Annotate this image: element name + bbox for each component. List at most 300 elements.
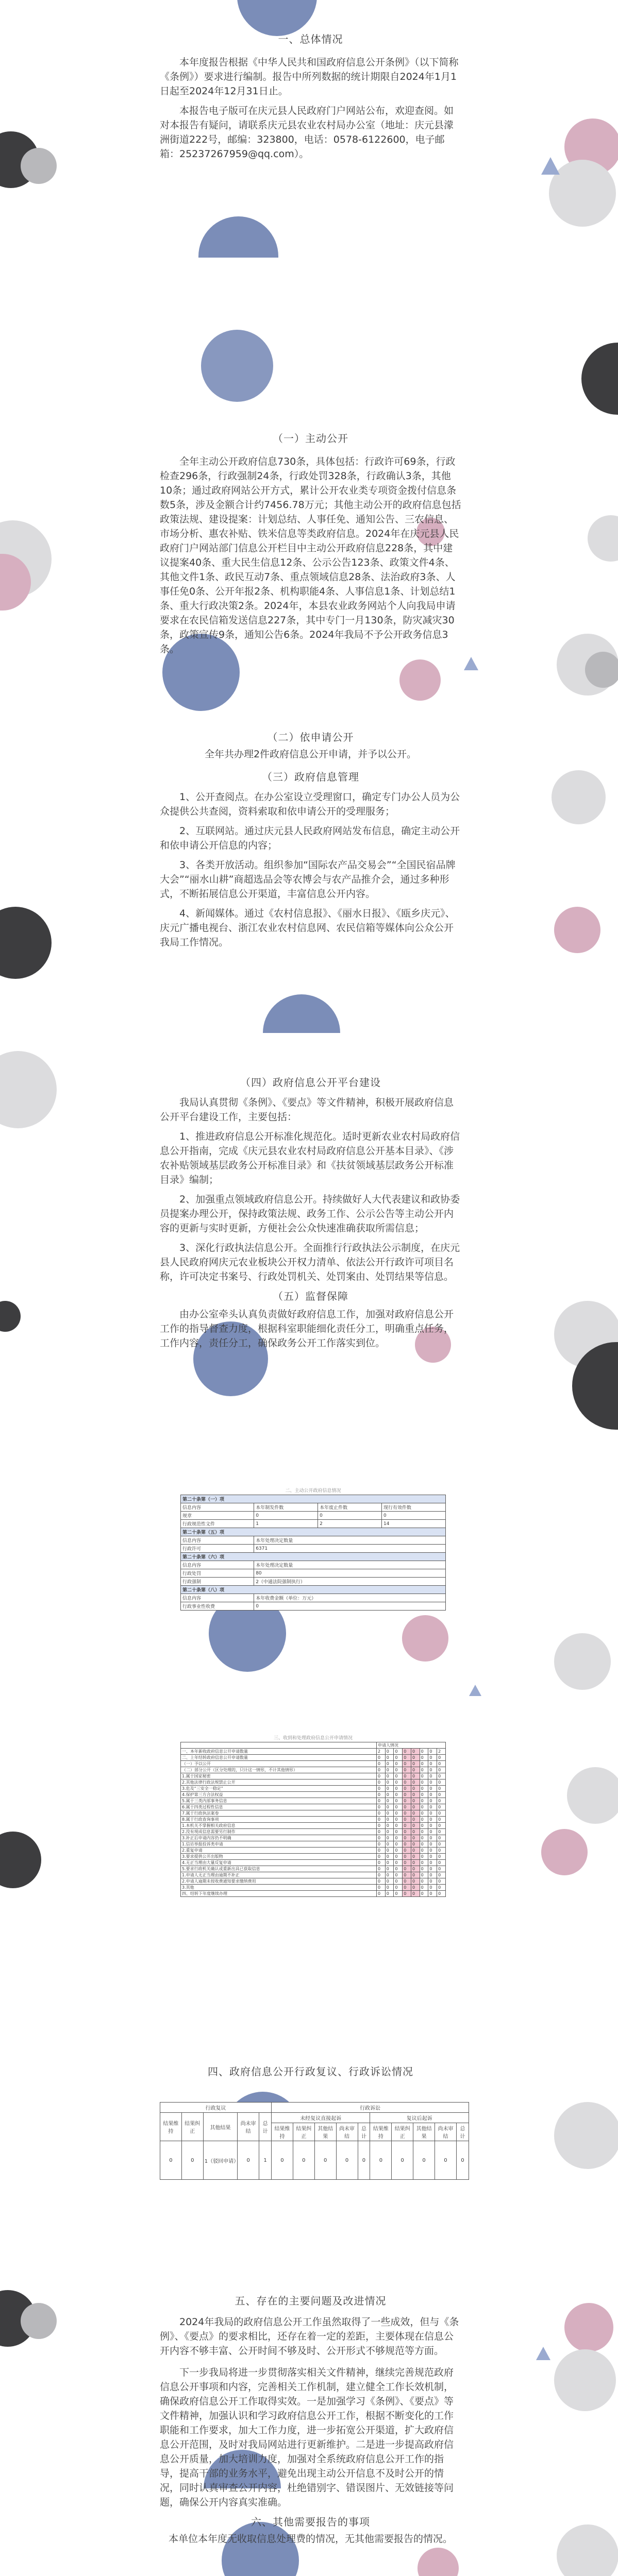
table-application-handling <box>180 1731 446 1897</box>
table-cell: 2.重复申请 <box>181 1848 377 1854</box>
table-cell: 0 <box>428 1823 437 1829</box>
table-cell: 0 <box>420 1792 428 1798</box>
table-cell: 1.申请人无正当理由逾期不补正 <box>181 1872 377 1878</box>
list-item: 1、公开查阅点。在办公室设立受理窗口，确定专门办公人员为公众提供公共查阅，资料索取和依申请公开的受理服务； <box>160 791 460 817</box>
table-cell: 行政诉讼 <box>272 2103 469 2113</box>
table-cell: 0 <box>411 1860 420 1866</box>
table-cell: 14 <box>382 1520 446 1528</box>
decor-pink-circle <box>564 2303 613 2352</box>
table-cell: 0 <box>456 2141 469 2180</box>
table-cell: 0 <box>437 1891 446 1897</box>
table-cell: 0 <box>394 1798 403 1804</box>
table-cell: 4.无正当理由大量反复申请 <box>181 1860 377 1866</box>
table-cell: 0 <box>437 1755 446 1761</box>
table-cell: 0 <box>428 1860 437 1866</box>
table-cell: 0 <box>437 1798 446 1804</box>
table-cell: 0 <box>420 1878 428 1885</box>
paragraph: 下一步我局将进一步贯彻落实相关文件精神，继续完善规范政府信息公开事项和内容，完善相关工作机制，建立健全工作长效机制，确保政府信息公开工作取得实效。一是加强学习《条例》、《要点》等文件精神，加强认识和学习政府信息公开工作，根据不断变化的工作职能和工作要求，加大工作力度，进一步拓宽公开渠道，扩大政府信息公开范围，及时对我局网站进行更新维护。二是进一步提高政府信息公开质量，加大培训力度，加强对全系统政府信息公开工作的指导，提高干部的业务水平，避免出现主动公开信息不及时公开的情况，同时认真审查公开内容，杜绝错别字、错误图片、无效链接等问题，确保公开内容真实准确。 <box>160 2367 454 2508</box>
table-cell: 0 <box>403 1755 411 1761</box>
decor-light-circle <box>588 515 618 562</box>
table-cell: 0 <box>377 1786 386 1792</box>
table-row <box>181 1767 446 1773</box>
table-cell: 尚未审结 <box>435 2123 457 2141</box>
table-cell: 0 <box>428 1835 437 1841</box>
table-cell: 0 <box>377 1823 386 1829</box>
table-cell: 0 <box>385 1780 394 1786</box>
table-cell: 3.要求提供公开出版物 <box>181 1854 377 1860</box>
table-row <box>181 1872 446 1878</box>
table-cell: 0 <box>428 1848 437 1854</box>
table-row <box>181 1780 446 1786</box>
section-title: （二）依申请公开 <box>267 731 354 743</box>
table-row <box>181 1520 446 1528</box>
table-cell: 结果纠正 <box>293 2123 314 2141</box>
table-cell: 2.申请人逾期未按收费通知要求缴纳费用 <box>181 1878 377 1885</box>
table-cell: 行政复议 <box>160 2103 272 2113</box>
table-cell: 0 <box>428 1878 437 1885</box>
decor-light-circle <box>552 770 606 824</box>
table-cell: 0 <box>411 1749 420 1755</box>
table-cell: 1 <box>254 1520 318 1528</box>
table-cell: 0 <box>437 1878 446 1885</box>
table-cell: 0 <box>403 1810 411 1817</box>
table-cell: 0 <box>413 2141 435 2180</box>
section-platform <box>160 1074 461 1350</box>
table-cell: 本年处理决定数量 <box>254 1536 446 1545</box>
table-cell: 0 <box>420 1798 428 1804</box>
table-cell: 1 <box>259 2141 272 2180</box>
table-cell: 0 <box>403 1767 411 1773</box>
table-cell: 尚未审结 <box>238 2113 259 2141</box>
table-cell: 其他结果 <box>314 2123 336 2141</box>
decor-light-circle <box>0 1051 57 1128</box>
decor-dark-circle <box>0 1832 41 1888</box>
table-cell: 0 <box>437 1780 446 1786</box>
paragraph: 本报告电子版可在庆元县人民政府门户网站公布，欢迎查阅。如对本报告有疑问，请联系庆元县农业农村局办公室（地址：庆元县濛洲街道222号，邮编：323800，电话：0578-6122600，电子邮箱：25237267959@qq.com）。 <box>160 105 454 160</box>
table-cell: 0 <box>377 1829 386 1835</box>
table-cell: 0 <box>377 1804 386 1810</box>
table-cell: 6371 <box>254 1545 446 1553</box>
table-cell: 0 <box>403 1872 411 1878</box>
table-cell: 行政处罚 <box>181 1569 254 1578</box>
table-cell: 0 <box>437 1829 446 1835</box>
table-cell: 0 <box>411 1780 420 1786</box>
table-cell: 0 <box>437 1835 446 1841</box>
table-cell: 0 <box>428 1780 437 1786</box>
table-cell: 0 <box>403 1792 411 1798</box>
decor-grey-circle <box>585 652 618 688</box>
paragraph: 全年主动公开政府信息730条，具体包括：行政许可69条，行政检查296条，行政强制24条，行政处罚328条，行政确认3条，其他10条；通过政府网站公开方式，累计公开农业类专项资金拨付信息条数5条，涉及金额合计约7456.78万元；其他主动公开的政府信息包括政策法规、建设提案：计划总结、人事任免、通知公告、三农信息、市场分析、惠农补贴、铁米信息等类政府信息。2024年在庆元县人民政府门户网站部门信息公开栏目中主动公开政府信息228条，其中建议提案40条、重大民生信息12条、公示公告123条、政策文件4条、其他文件1条、政民互动7条、重点领域信息28条、法治政府3条、人事任免0条、公开年报2条、机构职能4条、人事信息1条、计划总结1条、重大行政决策2条。2024年，本县农业政务网站个人向我局申请要求在农民信箱发送信息227条，其中专门一月130条，防灾减灾30条，政策宣传9条，通知公告6条。2024年我局不予公开政务信息3条。 <box>160 456 461 655</box>
table-cell: 0 <box>394 1854 403 1860</box>
table-cell: 0 <box>254 1512 318 1520</box>
table-review-litigation <box>160 2102 469 2180</box>
table-cell: 0 <box>403 1866 411 1872</box>
table-cell: 0 <box>385 1786 394 1792</box>
table-cell: 0 <box>385 1841 394 1848</box>
table-cell: 1（驳回申请） <box>203 2141 238 2180</box>
table-cell: 0 <box>394 1773 403 1780</box>
decor-light-circle <box>554 2102 618 2169</box>
table-cell: 0 <box>428 1755 437 1761</box>
table-cell: 0 <box>385 1798 394 1804</box>
table-row <box>181 1578 446 1586</box>
table-row <box>181 1561 446 1569</box>
table-cell: 0 <box>394 1891 403 1897</box>
table-cell: 1.信访举报投诉类申请 <box>181 1841 377 1848</box>
table-cell: 0 <box>385 1866 394 1872</box>
table-cell: 其他结果 <box>413 2123 435 2141</box>
table-cell: 0 <box>411 1848 420 1854</box>
table-cell: 0 <box>403 1829 411 1835</box>
table-cell: 0 <box>411 1823 420 1829</box>
table-cell: 0 <box>420 1872 428 1878</box>
table-row <box>181 1553 446 1561</box>
table-cell: 0 <box>411 1798 420 1804</box>
section-overview <box>160 31 461 161</box>
decor-dark-circle <box>0 1301 21 1332</box>
paragraph: 2024年我局的政府信息公开工作虽然取得了一些成效，但与《条例》、《要点》的要求相比，还存在着一定的差距，主要体现在信息公开内容不够丰富、公开时间不够及时、公开形式不够规范等方面。 <box>160 2316 459 2357</box>
table-cell: 0 <box>377 1885 386 1891</box>
table-cell: 0 <box>385 1848 394 1854</box>
table-cell: 0 <box>394 1885 403 1891</box>
table-cell: 0 <box>394 1749 403 1755</box>
table-cell: 0 <box>428 1749 437 1755</box>
table-cell: 3.危及“三安全一稳定” <box>181 1786 377 1792</box>
table-row <box>181 1860 446 1866</box>
table-cell: 0 <box>428 1872 437 1878</box>
table-cell: 0 <box>254 1602 446 1611</box>
table-row <box>160 2103 469 2113</box>
table-cell: 2.没有现成信息需要另行制作 <box>181 1829 377 1835</box>
table-cell: 2 <box>318 1520 382 1528</box>
table-cell: 0 <box>437 1792 446 1798</box>
table-cell: 0 <box>394 1829 403 1835</box>
table-cell: 0 <box>314 2141 336 2180</box>
table-row <box>181 1761 446 1767</box>
table-cell: 结果维持 <box>370 2123 392 2141</box>
table-cell: 总计 <box>456 2123 469 2141</box>
table-cell: 本年废止件数 <box>318 1503 382 1512</box>
table-cell: 二、上年结转政府信息公开申请数量 <box>181 1755 377 1761</box>
table-cell: 0 <box>394 1866 403 1872</box>
table-row <box>181 1817 446 1823</box>
table-cell: 0 <box>428 1767 437 1773</box>
table-cell: 信息内容 <box>181 1594 254 1602</box>
section-application-disclosure <box>160 729 461 950</box>
table-cell: 行政强制 <box>181 1578 254 1586</box>
table-cell: 复议后起诉 <box>370 2113 469 2123</box>
table-row <box>181 1536 446 1545</box>
table-cell: 0 <box>385 1792 394 1798</box>
table-cell: 0 <box>385 1804 394 1810</box>
table-cell: 0 <box>394 1835 403 1841</box>
section-title: 五、存在的主要问题及改进情况 <box>235 2295 387 2307</box>
decor-light-circle <box>554 1633 611 1690</box>
table-cell: 4.保护第三方合法权益 <box>181 1792 377 1798</box>
table-cell: 0 <box>293 2141 314 2180</box>
section-title: 六、其他需要报告的事项 <box>251 2516 370 2528</box>
table-cell: 0 <box>437 1767 446 1773</box>
table-cell: 0 <box>428 1792 437 1798</box>
table-cell: 0 <box>403 1773 411 1780</box>
table-cell: 0 <box>377 1798 386 1804</box>
table-cell: 0 <box>377 1792 386 1798</box>
table-cell: 0 <box>385 1854 394 1860</box>
table-cell: 0 <box>437 1854 446 1860</box>
table-cell: 0 <box>420 1823 428 1829</box>
table-cell: 0 <box>394 1755 403 1761</box>
table-cell: 0 <box>377 1854 386 1860</box>
section-review-litigation <box>160 2063 461 2078</box>
table-cell: 6.属于四类过程性信息 <box>181 1804 377 1810</box>
table-cell: 0 <box>437 1817 446 1823</box>
table-row <box>181 1810 446 1817</box>
paragraph: 本年度报告根据《中华人民共和国政府信息公开条例》（以下简称《条例》）要求进行编制。报告中所列数据的统计期限自2024年1月1日起至2024年12月31日止。 <box>160 57 459 97</box>
table-row <box>181 1866 446 1872</box>
section-active-disclosure <box>160 430 461 656</box>
decor-grey-circle <box>21 2303 57 2339</box>
table-cell: 0 <box>385 1829 394 1835</box>
table-cell: 0 <box>394 1841 403 1848</box>
section-title: （五）监督保障 <box>273 1290 348 1302</box>
table-row <box>181 1528 446 1536</box>
table-cell: 0 <box>437 1848 446 1854</box>
table-cell: 0 <box>437 1885 446 1891</box>
table-row <box>181 1891 446 1897</box>
table-row <box>181 1835 446 1841</box>
table-cell: 0 <box>420 1810 428 1817</box>
table-cell: 0 <box>428 1761 437 1767</box>
table-cell: 0 <box>403 1835 411 1841</box>
table-cell: 0 <box>420 1848 428 1854</box>
table-cell: 0 <box>377 1841 386 1848</box>
decor-pink-circle <box>402 1615 448 1662</box>
section-problems <box>160 2293 461 2546</box>
table-row <box>160 2141 469 2180</box>
table-cell: 0 <box>385 1761 394 1767</box>
table-cell: 0 <box>420 1804 428 1810</box>
table-cell: 2 <box>437 1749 446 1755</box>
decor-light-circle <box>567 1767 618 1824</box>
table-row <box>181 1773 446 1780</box>
table-cell: 0 <box>385 1878 394 1885</box>
table-cell: 0 <box>394 1817 403 1823</box>
table-cell: 行政许可 <box>181 1545 254 1553</box>
table-row <box>160 2113 469 2123</box>
table-cell: 0 <box>385 1817 394 1823</box>
table-cell: 0 <box>403 1841 411 1848</box>
table-cell: 0 <box>420 1780 428 1786</box>
decor-dark-half <box>581 343 618 415</box>
table-cell: 0 <box>420 1829 428 1835</box>
table-cell: 7.属于行政执法案卷 <box>181 1810 377 1817</box>
table-cell: 0 <box>411 1786 420 1792</box>
table-cell: 0 <box>377 1860 386 1866</box>
decor-grey-circle <box>21 148 57 184</box>
table-cell: 0 <box>428 1786 437 1792</box>
table-cell: 0 <box>403 1848 411 1854</box>
table-cell: 0 <box>336 2141 358 2180</box>
table-cell: 总计 <box>259 2113 272 2141</box>
table-cell: 0 <box>420 1761 428 1767</box>
list-item: 4、新闻媒体。通过《农村信息报》、《丽水日报》、《瓯乡庆元》、庆元广播电视台、浙江农业农村信息网、农民信箱等媒体向公众公开我局工作情况。 <box>160 908 455 948</box>
table-cell: 0 <box>403 1786 411 1792</box>
table-cell: 0 <box>385 1767 394 1773</box>
table-row <box>181 1586 446 1594</box>
table-cell: 0 <box>377 1780 386 1786</box>
table-cell: 0 <box>420 1841 428 1848</box>
table-cell: 0 <box>420 1767 428 1773</box>
table-cell: 0 <box>411 1767 420 1773</box>
table-cell: 0 <box>394 1860 403 1866</box>
table-row <box>181 1594 446 1602</box>
table-caption: 三、收到和处理政府信息公开申请情况 <box>273 1736 353 1741</box>
table-cell: 第二十条第（一）项 <box>181 1495 446 1503</box>
table-cell: 0 <box>411 1773 420 1780</box>
table-cell: 80 <box>254 1569 446 1578</box>
table-row <box>181 1792 446 1798</box>
table-row <box>181 1823 446 1829</box>
table-cell: 0 <box>394 1848 403 1854</box>
table-cell: 0 <box>181 2141 203 2180</box>
decor-triangle <box>536 2347 550 2360</box>
list-item: 2、加强重点领域政府信息公开。持续做好人大代表建议和政协委员提案办理公开，保持政策法规、政务工作、公示公告等主动公开内容的更新与实时更新，方便社会公众快速准确获取所需信息； <box>160 1194 460 1234</box>
table-cell: 0 <box>420 1835 428 1841</box>
decor-blue-half <box>198 216 278 258</box>
table-cell: 0 <box>411 1810 420 1817</box>
table-cell: 0 <box>403 1878 411 1885</box>
table-cell: 0 <box>382 1512 446 1520</box>
table-cell: 0 <box>403 1860 411 1866</box>
table-cell: 0 <box>394 1804 403 1810</box>
table-cell: 0 <box>411 1755 420 1761</box>
paragraph: 我局认真贯彻《条例》、《要点》等文件精神，积极开展政府信息公开平台建设工作，主要包括： <box>160 1097 454 1123</box>
table-row <box>181 1512 446 1520</box>
table-cell: 0 <box>377 1767 386 1773</box>
section-title: （一）主动公开 <box>273 432 348 445</box>
table-row <box>181 1569 446 1578</box>
table-cell: 0 <box>403 1780 411 1786</box>
table-cell: 0 <box>377 1872 386 1878</box>
table-cell: 0 <box>385 1823 394 1829</box>
decor-light-circle <box>554 2349 616 2411</box>
table-cell: 0 <box>428 1810 437 1817</box>
table-cell: 0 <box>420 1866 428 1872</box>
table-cell: 0 <box>403 1823 411 1829</box>
table-cell: 0 <box>160 2141 182 2180</box>
table-cell: 3.补正后申请内容仍不明确 <box>181 1835 377 1841</box>
table-cell: 0 <box>411 1835 420 1841</box>
table-cell: 0 <box>403 1885 411 1891</box>
table-cell: 未经复议直接起诉 <box>272 2113 370 2123</box>
table-cell: 0 <box>385 1860 394 1866</box>
table-cell: 0 <box>420 1755 428 1761</box>
table-cell: 0 <box>428 1829 437 1835</box>
table-cell: 第二十条第（五）项 <box>181 1528 446 1536</box>
table-cell: 尚未审结 <box>336 2123 358 2141</box>
table-cell: 其他结果 <box>203 2113 238 2141</box>
table-cell: 0 <box>377 1891 386 1897</box>
table-cell: 0 <box>394 1767 403 1773</box>
table-cell: 0 <box>394 1878 403 1885</box>
table-row <box>181 1841 446 1848</box>
table-cell: 0 <box>428 1798 437 1804</box>
table-cell: 行政规范性文件 <box>181 1520 254 1528</box>
table-cell: 0 <box>437 1872 446 1878</box>
list-item: 2、互联网站。通过庆元县人民政府网站发布信息，确定主动公开和依申请公开信息的内容； <box>160 825 460 851</box>
table-cell: 0 <box>411 1872 420 1878</box>
table-cell: 0 <box>403 1817 411 1823</box>
decor-triangle <box>541 157 560 175</box>
table-cell: 0 <box>435 2141 457 2180</box>
table-row <box>181 1878 446 1885</box>
table-row <box>181 1786 446 1792</box>
table-cell <box>181 1742 377 1749</box>
table-cell: 2 <box>377 1749 386 1755</box>
table-cell: 0 <box>385 1872 394 1878</box>
table-cell: 本年制发件数 <box>254 1503 318 1512</box>
table-row <box>181 1602 446 1611</box>
table-cell: 0 <box>403 1798 411 1804</box>
table-row <box>181 1854 446 1860</box>
table-row <box>181 1495 446 1503</box>
table-cell: 结果纠正 <box>181 2113 203 2141</box>
decor-dark-circle <box>0 907 52 979</box>
table-cell: 第二十条第（八）项 <box>181 1586 446 1594</box>
table-cell: 0 <box>385 1773 394 1780</box>
table-cell: 0 <box>420 1749 428 1755</box>
table-cell: 0 <box>377 1848 386 1854</box>
table-cell: 0 <box>428 1841 437 1848</box>
list-item: 1、推进政府信息公开标准化规范化。适时更新农业农村局政府信息公开指南，完成《庆元县农业农村局政府信息公开基本目录》、《涉农补贴领域基层政务公开标准目录》和《扶贫领域基层政务公开标准目录》编制； <box>160 1131 460 1185</box>
table-cell: 0 <box>385 1810 394 1817</box>
table-cell: 0 <box>437 1866 446 1872</box>
table-cell: 0 <box>420 1854 428 1860</box>
table-cell: 0 <box>420 1817 428 1823</box>
decor-triangle <box>469 1685 481 1696</box>
table-cell: 0 <box>318 1512 382 1520</box>
table-cell: 申请人情况 <box>377 1742 446 1749</box>
table-cell: 0 <box>403 1761 411 1767</box>
table-row <box>181 1848 446 1854</box>
table-cell: 0 <box>428 1804 437 1810</box>
table-cell: 一、本年新收政府信息公开申请数量 <box>181 1749 377 1755</box>
table-row <box>181 1503 446 1512</box>
decor-pink-circle <box>399 659 441 701</box>
table-cell: 0 <box>437 1761 446 1767</box>
table-cell: 1.属于国家秘密 <box>181 1773 377 1780</box>
table-cell: 0 <box>428 1854 437 1860</box>
table-cell: 0 <box>428 1891 437 1897</box>
table-cell: 0 <box>403 1749 411 1755</box>
table-cell: （一）予以公开 <box>181 1761 377 1767</box>
table-cell: 3.其他 <box>181 1885 377 1891</box>
table-cell: 结果维持 <box>272 2123 293 2141</box>
table-cell: 0 <box>437 1804 446 1810</box>
table-cell: 0 <box>428 1885 437 1891</box>
table-row <box>181 1804 446 1810</box>
table-cell: 0 <box>370 2141 392 2180</box>
table-cell: 0 <box>420 1891 428 1897</box>
table-cell: 0 <box>437 1860 446 1866</box>
table-caption: 二、主动公开政府信息情况 <box>285 1488 341 1494</box>
table-cell: 0 <box>411 1829 420 1835</box>
table-row <box>181 1885 446 1891</box>
table-cell: 0 <box>420 1786 428 1792</box>
table-cell: 0 <box>394 1786 403 1792</box>
table-cell: 0 <box>394 1780 403 1786</box>
table-cell: 8.属于行政查询事项 <box>181 1817 377 1823</box>
